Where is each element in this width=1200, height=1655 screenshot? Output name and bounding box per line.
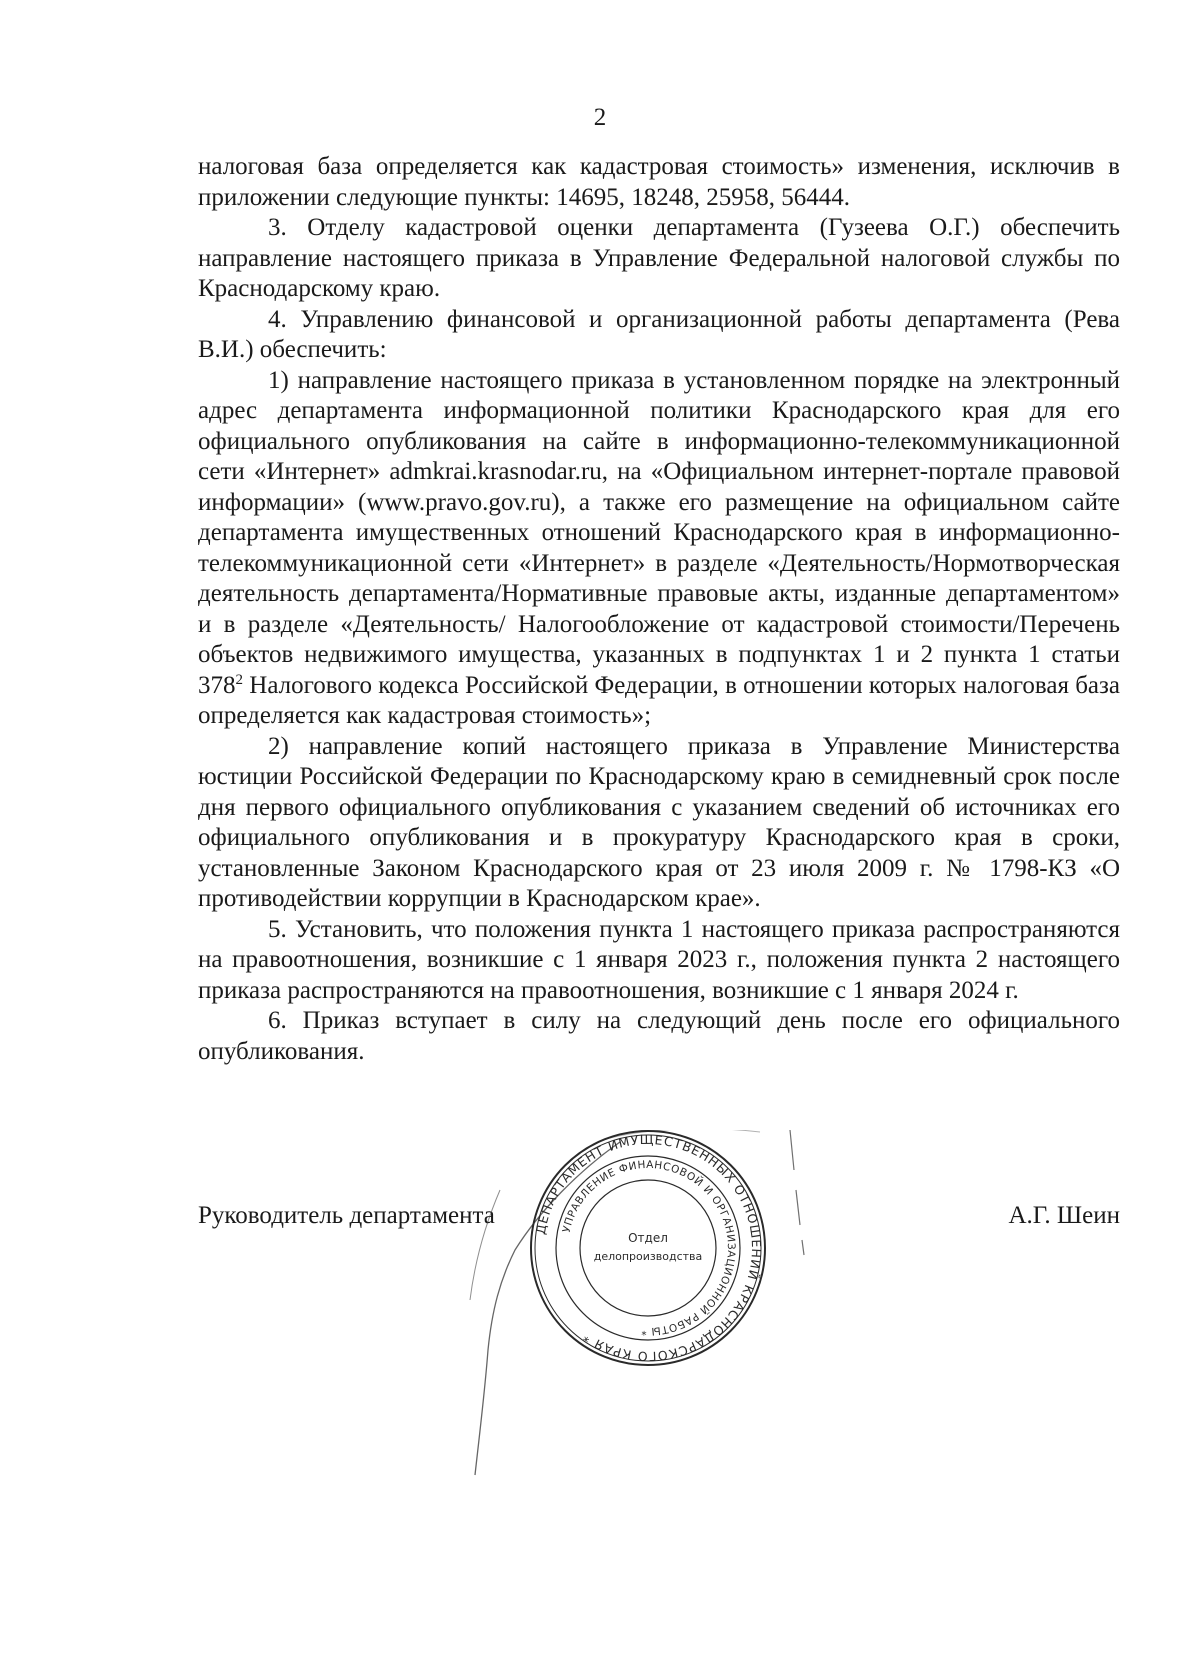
subitem-1-text: 1) направление настоящего приказа в установленном порядке на электронный адрес департамента информационной политики Краснодарского края для его официального опубликования на сайте в информационно-телекоммуникационной сети «Интернет» admkrai.krasnodar.ru, на «Официальном интернет-портале правовой информации» (www.pravo.gov.ru), а также его размещение на официальном сайте департамента имущественных отношений Краснодарского края в информационно-телекоммуникационной сети «Интернет» в разделе «Деятельность/Нормотворческая деятельность департамента/Нормативные правовые акты, изданные департаментом» и в разделе «Деятельность/ Налогообложение от кадастровой стоимости/Перечень объектов недвижимого имущества, указанных в подпунктах 1 и 2 пункта 1 статьи 378 xyxy=(198,366,1120,699)
signatory-name: А.Г. Шеин xyxy=(1008,1202,1120,1229)
signatory-title: Руководитель департамента xyxy=(198,1202,495,1229)
paragraph-item-3: 3. Отделу кадастровой оценки департамента (Гузеева О.Г.) обеспечить направление настоящего приказа в Управление Федеральной налоговой службы по Краснодарскому краю. xyxy=(198,214,1120,302)
stamp-outer-ring-text: ДЕПАРТАМЕНТ ИМУЩЕСТВЕННЫХ ОТНОШЕНИЙ КРАСНОДАРСКОГО КРАЯ * xyxy=(532,1131,765,1365)
official-stamp xyxy=(528,1128,768,1368)
svg-text:УПРАВЛЕНИЕ ФИНАНСОВОЙ И ОРГАНИ xyxy=(561,1159,737,1337)
paragraph-item-6: 6. Приказ вступает в силу на следующий день после его официального опубликования. xyxy=(198,1007,1120,1065)
page-number: 2 xyxy=(593,104,607,131)
paragraph-item-4: 4. Управлению финансовой и организационной работы департамента (Рева В.И.) обеспечить: xyxy=(198,305,1120,363)
paragraph-subitem-1 xyxy=(198,366,1120,732)
subitem-1-text-end: Налогового кодекса Российской Федерации, в отношении которых налоговая база определяется как кадастровая стоимость»; xyxy=(198,671,1120,729)
superscript: 2 xyxy=(235,671,243,688)
stamp-center-line2: делопроизводства xyxy=(593,1250,703,1263)
paragraph-subitem-2: 2) направление копий настоящего приказа в Управление Министерства юстиции Российской Федерации по Краснодарскому краю в семидневный срок после дня первого официального опубликования с указанием сведений об источниках его официального опубликования и в прокуратуру Краснодарского края в сроки, установленные Законом Краснодарского края от 23 июля 2009 г. № 1798-КЗ «О противодействии коррупции в Краснодарском крае». xyxy=(198,732,1120,912)
document-body xyxy=(198,152,1120,1067)
stamp-inner-ring-text: УПРАВЛЕНИЕ ФИНАНСОВОЙ И ОРГАНИЗАЦИОННОЙ РАБОТЫ * xyxy=(560,1158,738,1338)
paragraph-continuation: налоговая база определяется как кадастровая стоимость» изменения, исключив в приложении следующие пункты: 14695, 18248, 25958, 56444. xyxy=(198,153,1120,211)
paragraph-item-5: 5. Установить, что положения пункта 1 настоящего приказа распространяются на правоотношения, возникшие с 1 января 2023 г., положения пункта 2 настоящего приказа распространяются на правоотношения, возникшие с 1 января 2024 г. xyxy=(198,915,1120,1004)
stamp-center-line1: Отдел xyxy=(628,1231,668,1245)
